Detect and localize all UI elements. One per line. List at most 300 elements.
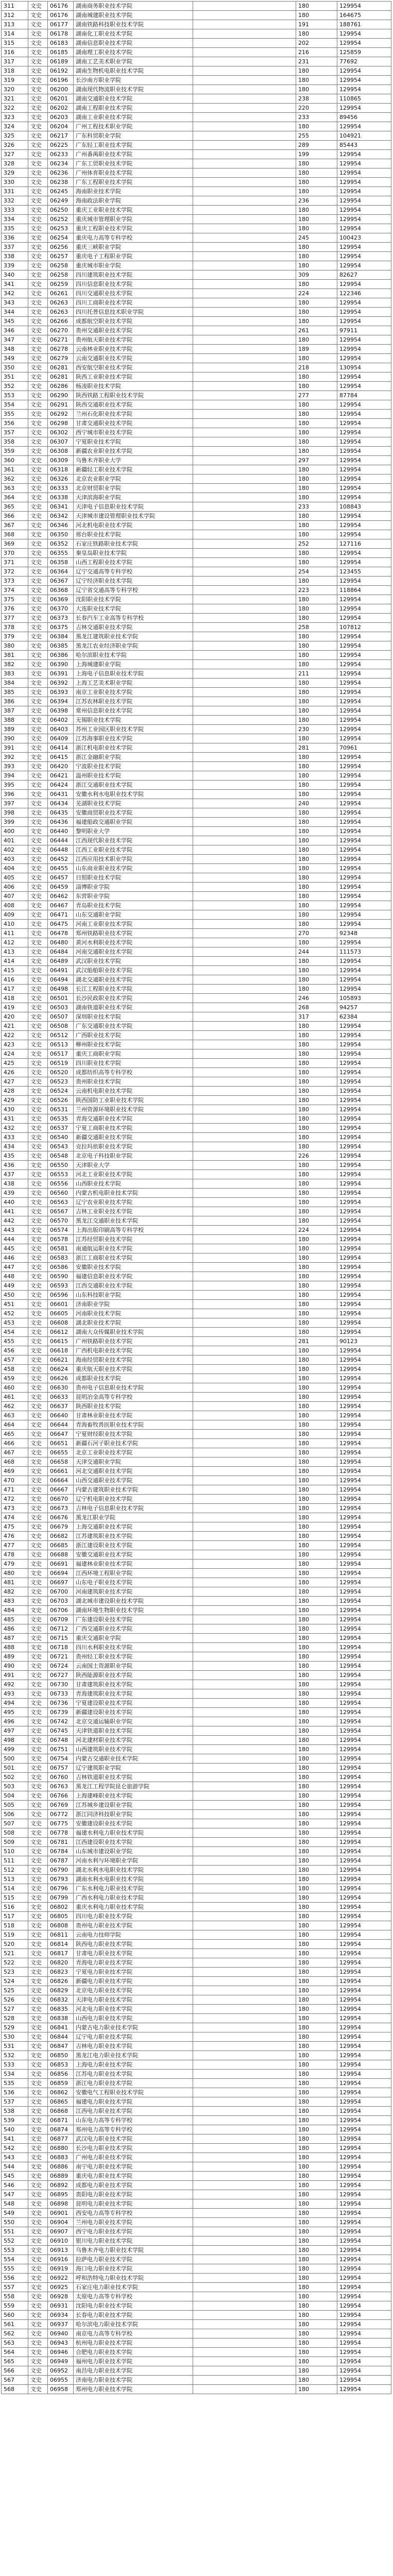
category-cell: 文史 — [28, 363, 48, 372]
min-score-cell: 180 — [296, 1485, 337, 1495]
school-name-cell: 山西职业技术学院 — [74, 1179, 193, 1189]
school-code-cell: 06189 — [48, 57, 74, 66]
note-cell — [193, 289, 296, 298]
rank-cell: 129954 — [337, 2236, 391, 2246]
category-cell: 文史 — [28, 1550, 48, 1560]
table-row — [2, 1207, 391, 1216]
min-score-cell: 180 — [296, 1291, 337, 1300]
note-cell — [193, 437, 296, 447]
table-row — [2, 1012, 391, 1022]
min-score-cell: 297 — [296, 456, 337, 465]
min-score-cell: 180 — [296, 1995, 337, 2005]
category-cell: 文史 — [28, 1986, 48, 1995]
rank-cell: 129954 — [337, 150, 391, 159]
min-score-cell: 180 — [296, 382, 337, 391]
note-cell — [193, 1495, 296, 1504]
note-cell — [193, 1355, 296, 1365]
table-row — [2, 1615, 391, 1624]
table-row — [2, 1346, 391, 1355]
min-score-cell: 180 — [296, 2292, 337, 2301]
row-index-cell: 559 — [2, 2301, 28, 2311]
rank-cell: 129954 — [337, 2097, 391, 2107]
school-code-cell: 06621 — [48, 1355, 74, 1365]
school-code-cell: 06682 — [48, 1532, 74, 1541]
school-code-cell: 06769 — [48, 1801, 74, 1810]
rank-cell: 129954 — [337, 1717, 391, 1726]
school-code-cell: 06811 — [48, 1930, 74, 1940]
category-cell: 文史 — [28, 2042, 48, 2051]
row-index-cell: 496 — [2, 1717, 28, 1726]
min-score-cell: 180 — [296, 410, 337, 419]
row-index-cell: 517 — [2, 1912, 28, 1921]
note-cell — [193, 1921, 296, 1930]
school-name-cell: 南通航运职业技术学院 — [74, 1244, 193, 1253]
note-cell — [193, 1170, 296, 1179]
table-row — [2, 335, 391, 345]
min-score-cell: 180 — [296, 2060, 337, 2070]
category-cell: 文史 — [28, 335, 48, 345]
school-name-cell: 河北建材职业技术学院 — [74, 1736, 193, 1745]
min-score-cell: 180 — [296, 29, 337, 39]
note-cell — [193, 632, 296, 641]
table-row — [2, 2301, 391, 2311]
note-cell — [193, 1643, 296, 1652]
row-index-cell: 325 — [2, 131, 28, 141]
row-index-cell: 470 — [2, 1476, 28, 1485]
school-name-cell: 广西交通职业技术学院 — [74, 1624, 193, 1634]
school-code-cell: 06763 — [48, 1782, 74, 1791]
row-index-cell: 391 — [2, 743, 28, 753]
row-index-cell: 540 — [2, 2125, 28, 2134]
table-row — [2, 530, 391, 539]
row-index-cell: 479 — [2, 1560, 28, 1569]
min-score-cell: 180 — [296, 614, 337, 623]
note-cell — [193, 1847, 296, 1856]
row-index-cell: 449 — [2, 1281, 28, 1291]
row-index-cell: 422 — [2, 1031, 28, 1040]
school-code-cell: 06826 — [48, 1977, 74, 1986]
school-code-cell: 06567 — [48, 1207, 74, 1216]
school-code-cell: 06880 — [48, 2144, 74, 2153]
min-score-cell: 180 — [296, 706, 337, 716]
school-code-cell: 06676 — [48, 1513, 74, 1522]
rank-cell: 94257 — [337, 1003, 391, 1012]
school-code-cell: 06271 — [48, 335, 74, 345]
min-score-cell: 180 — [296, 1198, 337, 1207]
note-cell — [193, 549, 296, 558]
min-score-cell: 180 — [296, 1884, 337, 1893]
category-cell: 文史 — [28, 1884, 48, 1893]
note-cell — [193, 354, 296, 363]
table-row — [2, 2190, 391, 2199]
table-row — [2, 2097, 391, 2107]
category-cell: 文史 — [28, 400, 48, 410]
table-row — [2, 428, 391, 437]
table-row — [2, 1578, 391, 1587]
school-name-cell: 内蒙古电力职业技术学院 — [74, 2023, 193, 2032]
school-code-cell: 06236 — [48, 168, 74, 178]
min-score-cell: 180 — [296, 206, 337, 215]
school-name-cell: 拉萨电力职业技术学院 — [74, 2255, 193, 2264]
table-row — [2, 1745, 391, 1754]
min-score-cell: 180 — [296, 781, 337, 790]
min-score-cell: 180 — [296, 1077, 337, 1087]
note-cell — [193, 1393, 296, 1402]
min-score-cell: 180 — [296, 660, 337, 669]
min-score-cell: 180 — [296, 1170, 337, 1179]
min-score-cell: 180 — [296, 1893, 337, 1903]
school-name-cell: 成都航空职业技术学院 — [74, 317, 193, 326]
note-cell — [193, 558, 296, 567]
category-cell: 文史 — [28, 308, 48, 317]
table-row — [2, 131, 391, 141]
school-code-cell: 06298 — [48, 419, 74, 428]
category-cell: 文史 — [28, 1504, 48, 1513]
row-index-cell: 453 — [2, 1318, 28, 1328]
row-index-cell: 396 — [2, 790, 28, 799]
school-code-cell: 06390 — [48, 660, 74, 669]
row-index-cell: 355 — [2, 410, 28, 419]
rank-cell: 129954 — [337, 1059, 391, 1068]
note-cell — [193, 11, 296, 20]
row-index-cell: 350 — [2, 363, 28, 372]
school-name-cell: 安徽电气工程职业技术学院 — [74, 2088, 193, 2097]
category-cell: 文史 — [28, 1087, 48, 1096]
table-row — [2, 502, 391, 512]
school-code-cell: 06368 — [48, 586, 74, 595]
school-code-cell: 06517 — [48, 1049, 74, 1059]
table-row — [2, 2070, 391, 2079]
category-cell: 文史 — [28, 2236, 48, 2246]
school-code-cell: 06192 — [48, 66, 74, 76]
school-name-cell: 南宁电力职业技术学院 — [74, 2162, 193, 2172]
table-row — [2, 66, 391, 76]
school-name-cell: 天津铁道职业技术学院 — [74, 1726, 193, 1736]
row-index-cell: 326 — [2, 141, 28, 150]
min-score-cell: 220 — [296, 104, 337, 113]
table-row — [2, 243, 391, 252]
row-index-cell: 361 — [2, 465, 28, 474]
row-index-cell: 314 — [2, 29, 28, 39]
school-code-cell: 06640 — [48, 1411, 74, 1420]
rank-cell: 129954 — [337, 781, 391, 790]
note-cell — [193, 419, 296, 428]
row-index-cell: 388 — [2, 716, 28, 725]
rank-cell: 129954 — [337, 1309, 391, 1318]
category-cell: 文史 — [28, 975, 48, 985]
row-index-cell: 337 — [2, 243, 28, 252]
note-cell — [193, 1569, 296, 1578]
min-score-cell: 180 — [296, 985, 337, 994]
table-row — [2, 1291, 391, 1300]
category-cell: 文史 — [28, 391, 48, 400]
school-code-cell: 06709 — [48, 1615, 74, 1624]
school-code-cell: 06772 — [48, 1810, 74, 1819]
min-score-cell: 180 — [296, 1810, 337, 1819]
category-cell: 文史 — [28, 1921, 48, 1930]
row-index-cell: 510 — [2, 1847, 28, 1856]
rank-cell: 129954 — [337, 2292, 391, 2301]
row-index-cell: 316 — [2, 48, 28, 57]
category-cell: 文史 — [28, 1077, 48, 1087]
table-row — [2, 512, 391, 521]
school-name-cell: 柳州职业技术学院 — [74, 1040, 193, 1049]
rank-cell: 129954 — [337, 159, 391, 168]
table-row — [2, 1671, 391, 1680]
table-row — [2, 1281, 391, 1291]
min-score-cell: 180 — [296, 577, 337, 586]
min-score-cell: 180 — [296, 298, 337, 308]
category-cell: 文史 — [28, 372, 48, 382]
note-cell — [193, 1597, 296, 1606]
school-code-cell: 06721 — [48, 1652, 74, 1662]
table-row — [2, 586, 391, 595]
note-cell — [193, 57, 296, 66]
category-cell: 文史 — [28, 716, 48, 725]
category-cell: 文史 — [28, 1856, 48, 1866]
note-cell — [193, 1912, 296, 1921]
note-cell — [193, 2134, 296, 2144]
note-cell — [193, 697, 296, 706]
rank-cell: 129954 — [337, 2172, 391, 2181]
category-cell: 文史 — [28, 2172, 48, 2181]
rank-cell: 129954 — [337, 827, 391, 836]
table-row — [2, 1504, 391, 1513]
rank-cell: 129954 — [337, 2070, 391, 2079]
row-index-cell: 535 — [2, 2079, 28, 2088]
table-row — [2, 1541, 391, 1550]
table-row — [2, 178, 391, 187]
table-row — [2, 372, 391, 382]
min-score-cell: 180 — [296, 818, 337, 827]
school-name-cell: 江西环境工程职业学院 — [74, 1569, 193, 1578]
table-row — [2, 1087, 391, 1096]
category-cell: 文史 — [28, 2005, 48, 2014]
school-code-cell: 06593 — [48, 1281, 74, 1291]
note-cell — [193, 1949, 296, 1958]
note-cell — [193, 1560, 296, 1569]
row-index-cell: 549 — [2, 2209, 28, 2218]
school-code-cell: 06667 — [48, 1485, 74, 1495]
category-cell: 文史 — [28, 289, 48, 298]
table-row — [2, 2172, 391, 2181]
row-index-cell: 500 — [2, 1754, 28, 1764]
category-cell: 文史 — [28, 437, 48, 447]
min-score-cell: 180 — [296, 2199, 337, 2209]
row-index-cell: 377 — [2, 614, 28, 623]
school-name-cell: 安徽职业技术学院 — [74, 1263, 193, 1272]
school-name-cell: 江西电力职业技术学院 — [74, 2107, 193, 2116]
note-cell — [193, 1522, 296, 1532]
school-code-cell: 06202 — [48, 104, 74, 113]
table-row — [2, 614, 391, 623]
category-cell: 文史 — [28, 651, 48, 660]
table-row — [2, 1930, 391, 1940]
min-score-cell: 180 — [296, 883, 337, 892]
min-score-cell: 180 — [296, 1253, 337, 1263]
category-cell: 文史 — [28, 2246, 48, 2255]
category-cell: 文史 — [28, 1541, 48, 1550]
school-name-cell: 温州职业技术学院 — [74, 771, 193, 781]
category-cell: 文史 — [28, 122, 48, 131]
row-index-cell: 419 — [2, 1003, 28, 1012]
rank-cell: 129954 — [337, 178, 391, 187]
note-cell — [193, 1059, 296, 1068]
school-name-cell: 湖南工业职业技术学院 — [74, 113, 193, 122]
category-cell: 文史 — [28, 1754, 48, 1764]
school-name-cell: 上海出版印刷高等专科学校 — [74, 1226, 193, 1235]
table-row — [2, 2125, 391, 2134]
rank-cell: 129954 — [337, 280, 391, 289]
table-row — [2, 2357, 391, 2366]
table-row — [2, 1216, 391, 1226]
school-code-cell: 06200 — [48, 85, 74, 94]
school-name-cell: 广东工程职业技术学院 — [74, 178, 193, 187]
row-index-cell: 382 — [2, 660, 28, 669]
table-row — [2, 2079, 391, 2088]
category-cell: 文史 — [28, 1652, 48, 1662]
row-index-cell: 525 — [2, 1986, 28, 1995]
school-name-cell: 浙江同济科技职业学院 — [74, 1810, 193, 1819]
rank-cell: 129954 — [337, 1773, 391, 1782]
category-cell: 文史 — [28, 1810, 48, 1819]
table-row — [2, 716, 391, 725]
table-row — [2, 1624, 391, 1634]
school-name-cell: 常州信息职业技术学院 — [74, 706, 193, 716]
rank-cell: 129954 — [337, 428, 391, 437]
school-name-cell: 北京财贸职业学院 — [74, 484, 193, 493]
row-index-cell: 332 — [2, 196, 28, 206]
school-code-cell: 06940 — [48, 2329, 74, 2338]
table-row — [2, 781, 391, 790]
min-score-cell: 191 — [296, 20, 337, 29]
rank-cell: 129954 — [337, 474, 391, 484]
table-row — [2, 2236, 391, 2246]
note-cell — [193, 1606, 296, 1615]
category-cell: 文史 — [28, 2199, 48, 2209]
rank-cell: 129954 — [337, 2014, 391, 2023]
rank-cell: 129954 — [337, 2144, 391, 2153]
row-index-cell: 330 — [2, 178, 28, 187]
rank-cell: 129954 — [337, 215, 391, 224]
min-score-cell: 180 — [296, 2274, 337, 2283]
school-name-cell: 北京电力职业技术学院 — [74, 1986, 193, 1995]
school-code-cell: 06452 — [48, 855, 74, 864]
table-row — [2, 1226, 391, 1235]
min-score-cell: 180 — [296, 771, 337, 781]
note-cell — [193, 1420, 296, 1430]
row-index-cell: 394 — [2, 771, 28, 781]
category-cell: 文史 — [28, 1346, 48, 1355]
rank-cell: 129954 — [337, 1189, 391, 1198]
school-name-cell: 上海城建职业学院 — [74, 660, 193, 669]
school-name-cell: 重庆城市职业学院 — [74, 261, 193, 270]
rank-cell: 129954 — [337, 1745, 391, 1754]
min-score-cell: 180 — [296, 1458, 337, 1467]
table-row — [2, 1189, 391, 1198]
rank-cell: 129954 — [337, 1977, 391, 1986]
min-score-cell: 180 — [296, 280, 337, 289]
category-cell: 文史 — [28, 2366, 48, 2376]
rank-cell: 129954 — [337, 437, 391, 447]
table-row — [2, 938, 391, 947]
school-name-cell: 南昌电力职业技术学院 — [74, 2366, 193, 2376]
rank-cell: 129954 — [337, 1430, 391, 1439]
table-row — [2, 595, 391, 604]
min-score-cell: 180 — [296, 1402, 337, 1411]
min-score-cell: 180 — [296, 1662, 337, 1671]
min-score-cell: 224 — [296, 289, 337, 298]
min-score-cell: 180 — [296, 1040, 337, 1049]
rank-cell: 129954 — [337, 298, 391, 308]
category-cell: 文史 — [28, 994, 48, 1003]
table-row — [2, 790, 391, 799]
school-code-cell: 06238 — [48, 178, 74, 187]
note-cell — [193, 66, 296, 76]
category-cell: 文史 — [28, 1003, 48, 1012]
category-cell: 文史 — [28, 104, 48, 113]
rank-cell: 129954 — [337, 1133, 391, 1142]
rank-cell: 129954 — [337, 1244, 391, 1253]
note-cell — [193, 595, 296, 604]
category-cell: 文史 — [28, 1411, 48, 1420]
row-index-cell: 402 — [2, 845, 28, 855]
min-score-cell: 180 — [296, 688, 337, 697]
table-row — [2, 308, 391, 317]
row-index-cell: 473 — [2, 1504, 28, 1513]
school-code-cell: 06790 — [48, 1866, 74, 1875]
row-index-cell: 313 — [2, 20, 28, 29]
category-cell: 文史 — [28, 1893, 48, 1903]
school-code-cell: 06850 — [48, 2051, 74, 2060]
min-score-cell: 180 — [296, 1522, 337, 1532]
min-score-cell: 180 — [296, 2162, 337, 2172]
school-name-cell: 湖南生物机电职业技术学院 — [74, 66, 193, 76]
school-name-cell: 内蒙古交通职业技术学院 — [74, 1754, 193, 1764]
school-name-cell: 天津交通职业学院 — [74, 1458, 193, 1467]
school-name-cell: 江苏建筑职业技术学院 — [74, 1532, 193, 1541]
school-name-cell: 芜湖职业技术学院 — [74, 799, 193, 808]
row-index-cell: 520 — [2, 1940, 28, 1949]
rank-cell: 129954 — [337, 419, 391, 428]
school-name-cell: 重庆工程职业技术学院 — [74, 224, 193, 233]
note-cell — [193, 1263, 296, 1272]
min-score-cell: 180 — [296, 1726, 337, 1736]
min-score-cell: 180 — [296, 1235, 337, 1244]
category-cell: 文史 — [28, 29, 48, 39]
category-cell: 文史 — [28, 11, 48, 20]
school-code-cell: 06694 — [48, 1569, 74, 1578]
school-code-cell: 06868 — [48, 2107, 74, 2116]
school-name-cell: 武汉船舶职业技术学院 — [74, 966, 193, 975]
category-cell: 文史 — [28, 2079, 48, 2088]
row-index-cell: 334 — [2, 215, 28, 224]
note-cell — [193, 2283, 296, 2292]
min-score-cell: 180 — [296, 2070, 337, 2079]
rank-cell: 129954 — [337, 1420, 391, 1430]
rank-cell: 129954 — [337, 1087, 391, 1096]
school-name-cell: 陕西铁路工程职业技术学院 — [74, 391, 193, 400]
note-cell — [193, 679, 296, 688]
rank-cell: 129954 — [337, 1671, 391, 1680]
rank-cell: 129954 — [337, 901, 391, 910]
school-name-cell: 黎明职业大学 — [74, 827, 193, 836]
rank-cell: 129954 — [337, 1587, 391, 1597]
school-code-cell: 06292 — [48, 410, 74, 419]
rank-cell: 129954 — [337, 1068, 391, 1077]
rank-cell: 92348 — [337, 929, 391, 938]
min-score-cell: 180 — [296, 2144, 337, 2153]
